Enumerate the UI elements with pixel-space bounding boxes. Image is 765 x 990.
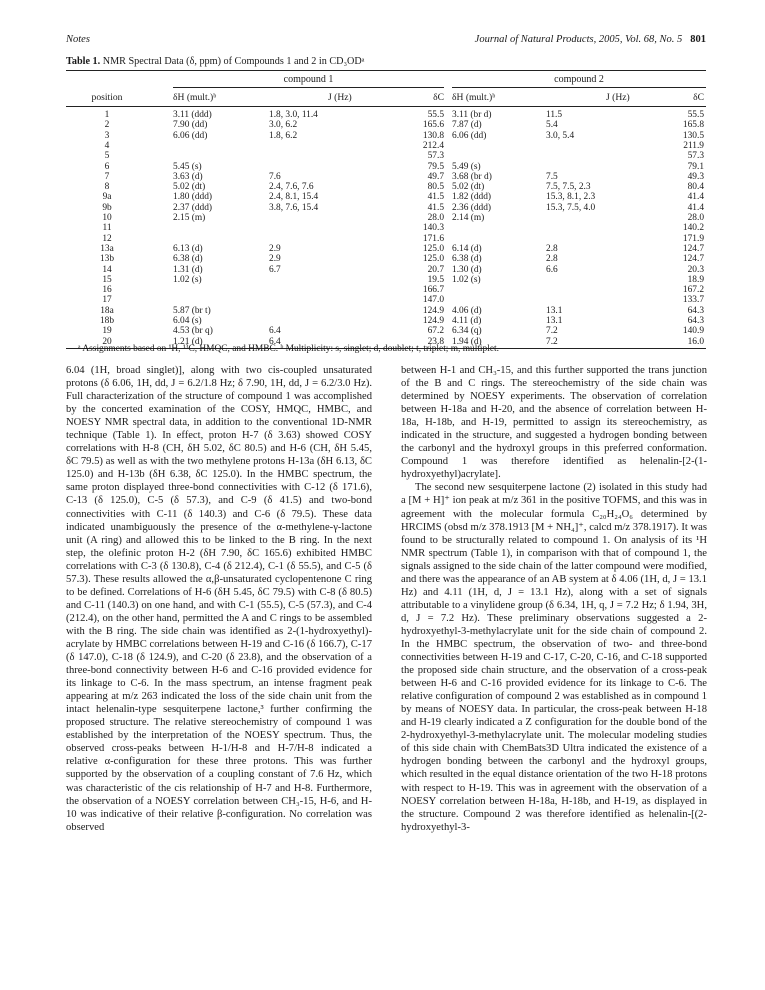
table-row	[66, 254, 706, 264]
cell-dc-2: 165.8	[682, 120, 704, 131]
cell-j-2: 7.2	[546, 326, 558, 337]
table-row	[66, 192, 706, 202]
cell-dh-1: 6.06 (dd)	[173, 130, 208, 141]
cell-j-2: 6.6	[546, 264, 558, 275]
cell-j-1: 3.8, 7.6, 15.4	[269, 202, 319, 213]
group-header-compound-2: compound 2	[554, 74, 604, 85]
cell-dh-1: 6.13 (d)	[173, 243, 203, 254]
table-row	[66, 265, 706, 275]
cell-dc-2: 57.3	[687, 151, 704, 162]
table-caption	[66, 56, 706, 67]
cell-dh-1: 3.11 (ddd)	[173, 110, 212, 120]
col-header-j-2: J (Hz)	[606, 92, 630, 103]
cell-dh-2: 6.14 (d)	[452, 243, 482, 254]
table-row	[66, 172, 706, 182]
cell-dc-1: 67.2	[427, 326, 444, 337]
cell-dh-2: 1.94 (d)	[452, 336, 482, 347]
table-row	[66, 295, 706, 305]
cell-j-2: 2.8	[546, 243, 558, 254]
cell-dh-2: 5.49 (s)	[452, 161, 481, 172]
table-row	[66, 151, 706, 161]
cell-j-1: 6.7	[269, 264, 281, 275]
table-row	[66, 244, 706, 254]
body-column-right	[401, 364, 707, 834]
cell-j-1: 2.4, 7.6, 7.6	[269, 182, 314, 193]
cell-j-2: 13.1	[546, 316, 563, 326]
cell-dc-2: 41.4	[687, 192, 704, 203]
cell-dc-2: 140.2	[682, 223, 704, 234]
cell-dc-2: 16.0	[687, 336, 704, 347]
cell-position: 12	[102, 233, 112, 244]
cell-dh-2: 2.36 (ddd)	[452, 202, 492, 213]
table-row	[66, 110, 706, 120]
table-row	[66, 141, 706, 151]
cell-dh-2: 4.11 (d)	[452, 316, 482, 326]
cell-position: 13b	[99, 254, 115, 265]
col-header-dc-1: δC	[433, 92, 444, 103]
cell-dh-1: 5.45 (s)	[173, 161, 202, 172]
cell-j-1: 1.8, 3.0, 11.4	[269, 110, 318, 120]
page-number: 801	[690, 34, 706, 45]
cell-position: 6	[104, 161, 110, 172]
journal-citation	[475, 34, 706, 45]
table-row	[66, 223, 706, 233]
cell-dc-1: 28.0	[427, 213, 444, 223]
cell-position: 9b	[102, 202, 112, 213]
cell-j-2: 13.1	[546, 305, 563, 316]
cell-dc-1: 19.5	[427, 274, 444, 285]
cell-dc-2: 64.3	[687, 316, 704, 326]
cell-j-2: 7.5	[546, 171, 558, 182]
cell-position: 20	[102, 336, 112, 347]
table-row	[66, 131, 706, 141]
table-row	[66, 234, 706, 244]
cell-position: 7	[104, 171, 110, 182]
cell-dh-1: 2.37 (ddd)	[173, 202, 213, 213]
cell-dc-2: 167.2	[682, 285, 704, 296]
cell-position: 2	[104, 120, 110, 131]
cell-dh-1: 5.87 (br t)	[173, 305, 211, 316]
cell-dh-2: 1.82 (ddd)	[452, 192, 492, 203]
cell-dh-1: 1.31 (d)	[173, 264, 203, 275]
cell-dh-1: 5.02 (dt)	[173, 182, 206, 193]
cell-dh-1: 1.80 (ddd)	[173, 192, 213, 203]
table-row	[66, 120, 706, 130]
col-header-dh-1: δH (mult.)ᵇ	[173, 92, 217, 103]
cell-dh-1: 7.90 (dd)	[173, 120, 208, 131]
cell-dc-2: 55.5	[687, 110, 704, 120]
cell-position: 8	[104, 182, 110, 193]
cell-j-1: 3.0, 6.2	[269, 120, 298, 131]
table-row	[66, 316, 706, 326]
cell-dh-1: 1.21 (d)	[173, 336, 203, 347]
cell-dc-2: 211.9	[683, 140, 704, 151]
cell-position: 19	[102, 326, 112, 337]
group-rule-compound-2	[452, 87, 706, 88]
cell-dc-1: 166.7	[422, 285, 444, 296]
cell-position: 1	[104, 110, 110, 120]
table-row	[66, 213, 706, 223]
cell-j-2: 15.3, 7.5, 4.0	[546, 202, 596, 213]
cell-position: 4	[104, 140, 110, 151]
cell-dh-2: 7.87 (d)	[452, 120, 482, 131]
cell-j-2: 7.5, 7.5, 2.3	[546, 182, 591, 193]
cell-dh-2: 6.06 (dd)	[452, 130, 487, 141]
cell-dc-1: 49.7	[427, 171, 444, 182]
cell-dc-1: 124.9	[422, 316, 444, 326]
cell-dc-1: 124.9	[422, 305, 444, 316]
cell-position: 18a	[100, 305, 114, 316]
cell-j-2: 3.0, 5.4	[546, 130, 575, 141]
journal-name: Journal of Natural Products, 2005, Vol. 68, No. 5	[474, 34, 683, 45]
cell-position: 5	[104, 151, 110, 162]
paragraph: between H-1 and CH₃-15, and this further supported the trans junction of the B and C rings. The stereochemistry of the side chain was determined by NOESY experiments. The observation of correlation between H-18a and H-20, and the absence of correlation between H-18a, H-18b, and H-19, permitted to assign its stereochemistry, as indicated in the structure, and suggested a hydrogen bonding between the carbonyl and the hydroxyl groups in this preferred conformation. Compound 1 was therefore identified as helenalin-[2-(1-hydroxyethyl)acrylate].	[401, 365, 707, 481]
table-head-rule	[66, 106, 706, 107]
cell-dh-2: 1.30 (d)	[452, 264, 482, 275]
cell-j-1: 1.8, 6.2	[269, 130, 298, 141]
cell-dc-2: 18.9	[687, 274, 704, 285]
table-row	[66, 326, 706, 336]
cell-dc-1: 80.5	[427, 182, 444, 193]
cell-j-1: 6.4	[269, 326, 281, 337]
cell-dc-1: 130.8	[422, 130, 444, 141]
cell-dc-1: 20.7	[427, 264, 444, 275]
cell-dc-1: 212.4	[422, 140, 444, 151]
cell-j-1: 2.9	[269, 254, 281, 265]
cell-dh-2: 3.11 (br d)	[452, 110, 492, 120]
cell-dc-2: 140.9	[682, 326, 704, 337]
col-header-position: position	[91, 92, 123, 103]
cell-dc-2: 41.4	[687, 202, 704, 213]
cell-dc-2: 130.5	[682, 130, 704, 141]
col-header-dc-2: δC	[693, 92, 704, 103]
cell-dc-1: 41.5	[427, 202, 444, 213]
table-row	[66, 203, 706, 213]
cell-j-2: 7.2	[546, 336, 558, 347]
cell-position: 11	[102, 223, 112, 234]
cell-dc-1: 23.8	[427, 336, 444, 347]
cell-dc-2: 171.9	[682, 233, 704, 244]
cell-dh-1: 6.04 (s)	[173, 316, 202, 326]
cell-dc-2: 79.1	[687, 161, 704, 172]
cell-dc-2: 80.4	[687, 182, 704, 193]
cell-dc-1: 171.6	[422, 233, 444, 244]
paragraph: The second new sesquiterpene lactone (2) isolated in this study had a [M + H]⁺ ion peak at m/z 361 in the positive TOFMS, and this was in agreement with the molecular formula C₂₀H₂₄O₆ determined by HRCIMS (obsd m/z 378.1913 [M + NH₄]⁺, calcd m/z 378.1917). It was found to be structurally related to compound 1. On analysis of its ¹H NMR spectrum (Table 1), in comparison with that of compound 1, the signals assigned to the side chain of the latter compound were modified, and there was the appearance of an AB system at δ 4.06 (1H, d, J = 13.1 Hz) and 4.11 (1H, d, J = 13.1 Hz), along with a set of signals attributable to a vinylidene group (δ 6.34, 1H, q, J = 7.2 Hz; δ 1.94, 3H, d, J = 7.2 Hz). These preliminary observations suggested a 2-hydroxyethyl-3-methylacrylate unit for the side chain of compound 2. In the HMBC spectrum, the observation of two- and three-bond connectivities between H-19 and C-17, C-20, C-16, and C-18 supported the proposed side chain structure, and the observation of a cross-peak between H-6 and C-16 provided evidence for its linkage to C-6. The relative configuration of compound 2 was established as in compound 1 by means of NOESY data. In particular, the cross-peak between H-18 and H-19 clearly indicated a Z configuration for the double bond of the 2-hydroxyethyl-3-methylacrylate unit. The molecular modeling studies of this side chain with ChemBats3D Ultra indicated the existence of a hydrogen bonding between the carbonyl and the hydroxyl groups, which resulted in the equal distance orientation of the two H-18 protons with respect to H-19. This was in agreement with the observation of a NOESY correlation between H-18a, H-18b, and H-19, as displayed in the structure. Compound 2 was therefore identified as helenalin-[(2-hydroxyethyl-3-	[401, 482, 707, 833]
cell-dc-1: 147.0	[422, 295, 444, 306]
col-header-j-1: J (Hz)	[328, 92, 352, 103]
table-top-rule	[66, 70, 706, 71]
cell-j-2: 2.8	[546, 254, 558, 265]
cell-position: 18b	[99, 316, 115, 326]
cell-dh-1: 2.15 (m)	[173, 213, 206, 223]
cell-position: 14	[102, 264, 112, 275]
section-label: Notes	[66, 34, 90, 45]
group-rule-compound-1	[173, 87, 444, 88]
cell-dc-2: 64.3	[687, 305, 704, 316]
cell-dh-2: 6.38 (d)	[452, 254, 482, 265]
cell-j-2: 11.5	[546, 110, 563, 120]
table-row	[66, 285, 706, 295]
cell-position: 17	[102, 295, 112, 306]
cell-dh-1: 6.38 (d)	[173, 254, 203, 265]
cell-dc-2: 20.3	[687, 264, 704, 275]
table-label: Table 1.	[66, 56, 101, 67]
cell-dh-2: 5.02 (dt)	[452, 182, 485, 193]
cell-dc-1: 140.3	[422, 223, 444, 234]
table-footnote: ᵃ Assignments based on ¹H, ¹³C, HMQC, and HMBC. ᵇ Multiplicity: s, singlet; d, doublet; t, triplet; m, multiplet.	[78, 344, 499, 354]
cell-j-1: 2.4, 8.1, 15.4	[269, 192, 319, 203]
cell-j-1: 2.9	[269, 243, 281, 254]
cell-dh-2: 2.14 (m)	[452, 213, 485, 223]
cell-position: 9a	[102, 192, 112, 203]
cell-dh-2: 3.68 (br d)	[452, 171, 492, 182]
cell-position: 10	[102, 213, 112, 223]
cell-dc-2: 49.3	[687, 171, 704, 182]
cell-dc-2: 124.7	[682, 243, 704, 254]
cell-dh-1: 4.53 (br q)	[173, 326, 213, 337]
cell-position: 16	[102, 285, 112, 296]
paragraph: 6.04 (1H, broad singlet)], along with two cis-coupled unsaturated protons (δ 6.06, 1H, dd, J = 6.2/1.8 Hz; δ 7.90, 1H, dd, J = 6.2/3.0 Hz). Full characterization of the structure of compound 1 was accomplished by the concerted examination of the COSY, HMQC, HMBC, and NOESY NMR spectral data, in addition to the conventional 1D-NMR technique (Table 1). In effect, proton H-7 (δ 3.63) showed COSY correlations with H-8 (CH, δH 5.02, δC 80.5) and H-6 (CH, δH 5.45, δC 79.5) as well as with the two methylene protons H-13a (δH 6.13, δC 125.0) and H-13b (δH 6.38, δC 125.0). In the HMBC spectrum, the same proton displayed three-bond connectivities with C-12 (δ 171.6), C-13 (δ 125.0), C-5 (δ 57.3), and C-9 (δ 41.5) and two-bond connectivities with C-11 (δ 140.3) and C-6 (δ 79.5). These data indicated unambiguously the presence of the α-methylene-γ-lactone unit (A ring) and allowed this to be linked to the B ring. In the next step, the olefinic proton H-2 (δH 7.90, δC 165.6) exhibited HMBC correlations with C-3 (δ 130.8), C-4 (δ 212.4), C-1 (δ 55.5), and C-5 (δ 57.3). These results allowed the α,β-unsaturated cyclopentenone C ring to be defined. Correlations of H-6 (δH 5.45, δC 79.5) with C-8 (δ 80.5) and C-11 (140.3) on one hand, and with C-1 (55.5), C-5 (57.3), and C-4 (212.4), on the other hand, permitted the A and C rings to be assembled with the B ring. The side chain was identified as 2-(1-hydroxyethyl)-acrylate by HMBC correlations between H-19 and C-16 (δ 166.7), C-17 (δ 147.0), C-18 (δ 124.9), and C-20 (δ 23.8), and the observation of a three-bond connectivity between H-6 and C-16 provided evidence for its linkage to C-6. In the mass spectrum, an intense fragment peak appearing at m/z 263 indicated the loss of the side chain unit from the intact helenalin-type sesquiterpene lactone,³ further confirming the proposed structure. The relative stereochemistry of compound 1 was established by the interpretation of the NOESY spectrum. Thus, the observed cross-peaks between H-1/H-8 and H-7/H-8 indicated a relative α-configuration for these three protons. This was further supported by the observation of a coupling constant of 7.6 Hz, which was characteristic of the cis relationship of H-7 and H-8. Furthermore, the observation of a NOESY correlation between CH₃-15, H-6, and H-10 was indicative of their relative β-configuration. No correlation was observed	[66, 365, 372, 833]
cell-j-2: 5.4	[546, 120, 558, 131]
cell-dh-2: 4.06 (d)	[452, 305, 482, 316]
cell-dc-1: 55.5	[427, 110, 444, 120]
cell-dc-1: 125.0	[422, 254, 444, 265]
cell-dh-2: 1.02 (s)	[452, 274, 481, 285]
cell-position: 15	[102, 274, 112, 285]
cell-position: 3	[104, 130, 110, 141]
running-header	[66, 34, 706, 48]
table-row	[66, 275, 706, 285]
table-row	[66, 162, 706, 172]
group-header-compound-1: compound 1	[283, 74, 334, 85]
cell-position: 13a	[100, 243, 114, 254]
body-column-left	[66, 364, 372, 834]
table-title: NMR Spectral Data (δ, ppm) of Compounds 1 and 2 in CD₃ODᵃ	[102, 56, 365, 67]
cell-dc-1: 57.3	[427, 151, 444, 162]
cell-dc-1: 165.6	[422, 120, 444, 131]
cell-j-2: 15.3, 8.1, 2.3	[546, 192, 596, 203]
cell-dc-1: 41.5	[427, 192, 444, 203]
cell-dh-1: 1.02 (s)	[173, 274, 202, 285]
table-row	[66, 182, 706, 192]
col-header-dh-2: δH (mult.)ᵇ	[452, 92, 496, 103]
cell-dc-2: 133.7	[682, 295, 704, 306]
cell-dh-1: 3.63 (d)	[173, 171, 203, 182]
cell-dc-2: 124.7	[682, 254, 704, 265]
cell-j-1: 6.4	[269, 336, 281, 347]
cell-dc-1: 79.5	[427, 161, 444, 172]
cell-j-1: 7.6	[269, 171, 281, 182]
cell-dc-1: 125.0	[422, 243, 444, 254]
table-row	[66, 306, 706, 316]
cell-dc-2: 28.0	[687, 213, 704, 223]
cell-dh-2: 6.34 (q)	[452, 326, 482, 337]
